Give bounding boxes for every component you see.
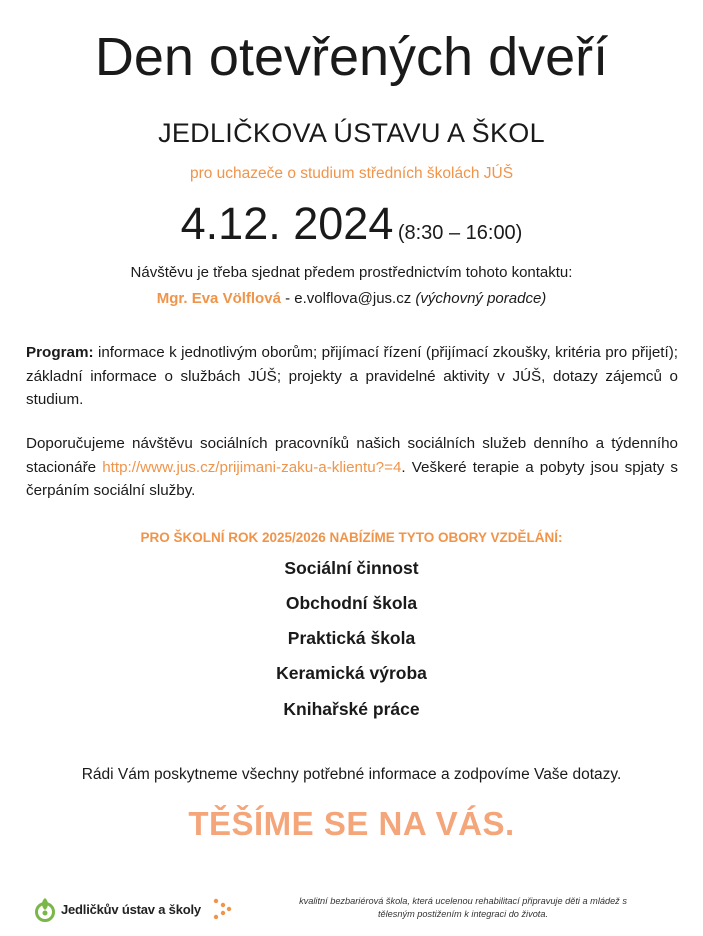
page-title: Den otevřených dveří	[94, 27, 609, 87]
contact-line	[0, 288, 703, 310]
field-item: Praktická škola	[287, 628, 416, 648]
contact-intro: Návštěvu je třeba sjednat předem prostřednictvím tohoto kontaktu:	[130, 264, 573, 281]
logo-dots-icon	[211, 894, 235, 924]
contact-separator: -	[280, 290, 295, 307]
services-text-before: Doporučujeme návštěvu sociálních pracovníků našich sociálních služeb denního a týdenního stacionáře	[26, 435, 678, 476]
closing-text: Rádi Vám poskytneme všechny potřebné informace a zodpovíme Vaše dotazy.	[81, 766, 622, 783]
logo-text: Jedličkův ústav a školy	[61, 901, 201, 917]
services-paragraph	[26, 432, 678, 503]
logo-mark-icon	[34, 894, 58, 924]
field-item: Keramická výroba	[276, 663, 427, 683]
footer-logo	[34, 892, 235, 926]
program-text: informace k jednotlivým oborům; přijímací řízení (přijímací zkoušky, kritéria pro přijetí); základní informace o službách JÚŠ; projekty a pravidelné aktivity v JÚŠ, dotazy zájemců o studium.	[26, 344, 678, 408]
motto-line: kvalitní bezbariérová škola, která ucelenou rehabilitací připravuje děti a mládež s	[299, 896, 627, 906]
motto-line: tělesným postižením k integraci do života.	[377, 908, 549, 919]
field-item: Obchodní škola	[285, 593, 418, 613]
program-label: Program:	[26, 344, 94, 361]
event-date: 4.12. 2024	[180, 198, 394, 249]
contact-email[interactable]: e.volflova@jus.cz	[294, 290, 412, 307]
offer-heading: PRO ŠKOLNÍ ROK 2025/2026 NABÍZÍME TYTO OBORY VZDĚLÁNÍ:	[140, 530, 563, 545]
institution-name: JEDLIČKOVA ÚSTAVU A ŠKOL	[158, 118, 545, 148]
footer-motto	[258, 895, 668, 920]
contact-role: (výchovný poradce)	[415, 290, 547, 307]
audience-line: pro uchazeče o studium středních školách JÚŠ	[189, 165, 514, 182]
contact-name: Mgr. Eva Völflová	[156, 290, 281, 307]
field-item: Knihařské práce	[283, 699, 420, 719]
greeting-text: TĚŠÍME SE NA VÁS.	[188, 805, 515, 842]
event-date-line	[0, 196, 703, 263]
program-paragraph	[26, 341, 678, 412]
event-time: (8:30 – 16:00)	[397, 222, 523, 244]
field-item: Sociální činnost	[284, 558, 419, 578]
services-text-after: . Veškeré terapie a pobyty jsou spjaty s čerpáním sociální služby.	[26, 458, 678, 499]
services-link[interactable]: http://www.jus.cz/prijimani-zaku-a-klientu?=4	[102, 458, 402, 476]
